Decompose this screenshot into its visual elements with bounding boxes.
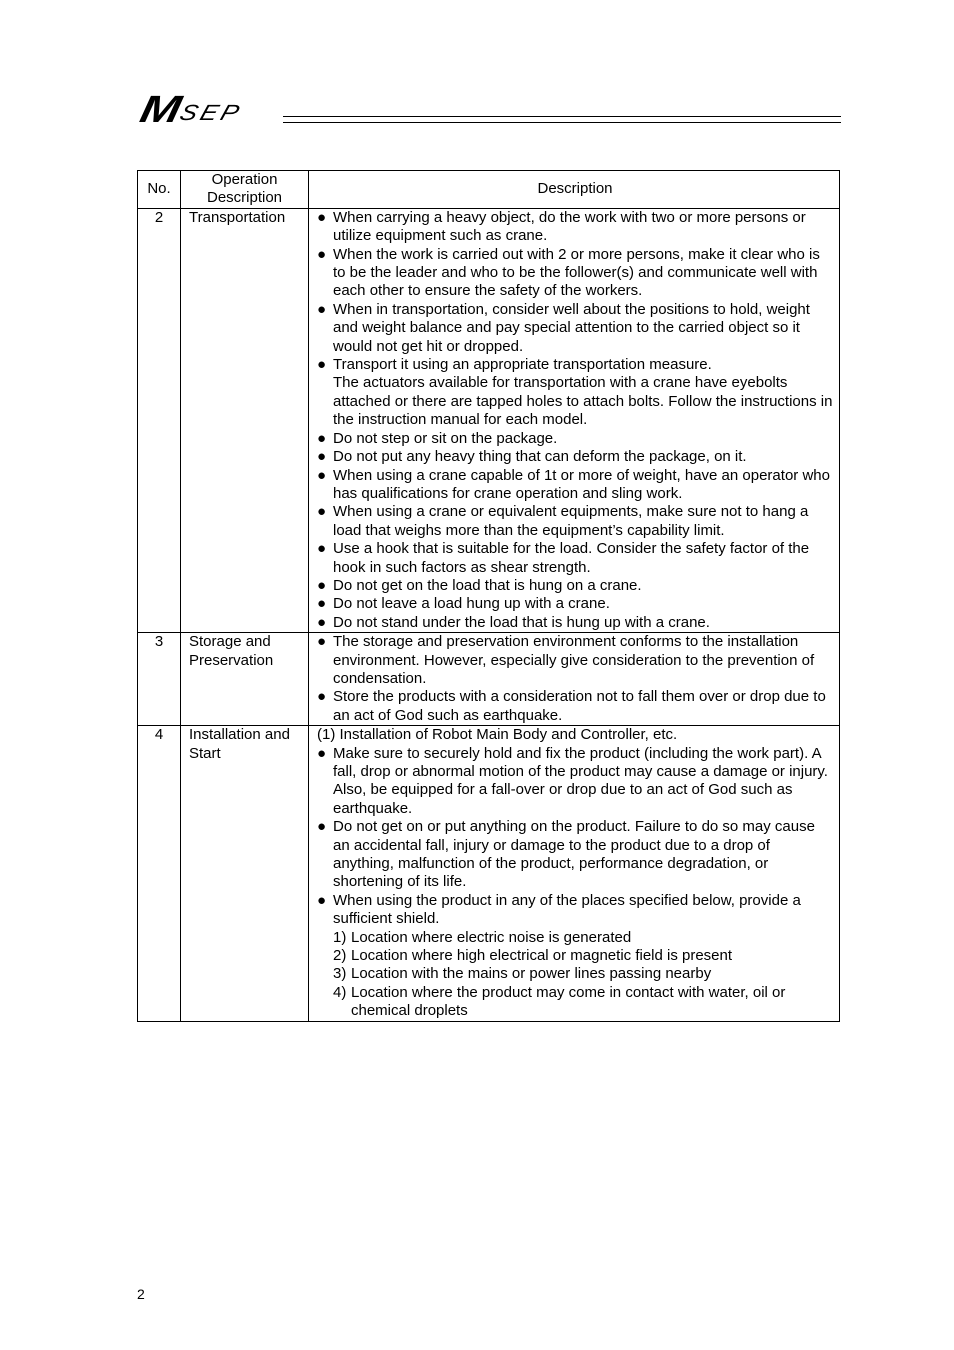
bullet-text: Do not get on or put anything on the product. Failure to do so may cause an accidental fall, injury or damage to the product due to a drop of anything, malfunction of the product, performance degradation, or shortening of its life.: [333, 818, 815, 891]
bullet-text: Do not get on the load that is hung on a crane.: [333, 576, 642, 594]
bullet-text: Store the products with a consideration not to fall them over or drop due to an act of God such as earthquake.: [333, 688, 826, 724]
msep-logo: [136, 89, 246, 131]
bullet-icon: ●: [317, 540, 327, 558]
bullet-item: [317, 595, 833, 613]
operation-safety-table: [137, 170, 840, 1022]
bullet-item: [317, 614, 833, 632]
page-number: 2: [137, 1286, 145, 1302]
row-description: [309, 633, 840, 726]
header-rule-top: [283, 116, 841, 117]
bullet-icon: ●: [317, 633, 327, 651]
header-no: No.: [138, 171, 181, 209]
bullet-icon: ●: [317, 356, 327, 374]
item-number: 4): [333, 983, 347, 1001]
logo-sub: SEP: [176, 100, 246, 125]
bullet-icon: ●: [317, 208, 327, 226]
bullet-item: [317, 892, 833, 929]
bullet-text: Transport it using an appropriate transportation measure.: [333, 356, 712, 374]
bullet-icon: ●: [317, 891, 327, 909]
bullet-icon: ●: [317, 429, 327, 447]
bullet-text: When carrying a heavy object, do the work with two or more persons or utilize equipment such as crane.: [333, 208, 806, 245]
bullet-text: Do not leave a load hung up with a crane.: [333, 595, 610, 613]
numbered-item: [317, 947, 833, 965]
bullet-icon: ●: [317, 818, 327, 836]
item-number: 1): [333, 928, 347, 946]
bullet-text: When the work is carried out with 2 or more persons, make it clear who is to be the leader and who to be the follower(s) and communicate well with each other to ensure the safety of the workers.: [333, 245, 820, 300]
bullet-icon: ●: [317, 744, 327, 762]
bullet-icon: ●: [317, 300, 327, 318]
page-header: [136, 89, 841, 132]
bullet-item: [317, 688, 833, 725]
table-row: [138, 726, 840, 1022]
bullet-text: When in transportation, consider well about the positions to hold, weight and weight balance and pay special attention to the carried object so it would not get hit or dropped.: [333, 300, 810, 355]
bullet-icon: ●: [317, 613, 327, 631]
row-number: 4: [138, 726, 181, 1022]
row-operation: Storage and Preservation: [181, 633, 309, 726]
bullet-text: When using a crane capable of 1t or more of weight, have an operator who has qualifications for crane operation and sling work.: [333, 466, 830, 502]
bullet-text: Do not step or sit on the package.: [333, 429, 558, 447]
paragraph: Also, be equipped for a fall-over or drop due to an act of God such as earthquake.: [333, 781, 793, 817]
bullet-item: [317, 818, 833, 892]
bullet-item: [317, 540, 833, 577]
bullet-icon: ●: [317, 576, 327, 594]
bullet-item: [317, 246, 833, 301]
numbered-item: [317, 984, 833, 1021]
bullet-item: [317, 633, 833, 688]
bullet-item: [317, 209, 833, 246]
paragraph: The actuators available for transportation with a crane have eyebolts attached or there are tapped holes to attach bolts. Follow the instructions in the instruction manual for each model.: [333, 374, 833, 429]
numbered-text: Location where the product may come in contact with water, oil or chemical droplets: [351, 983, 786, 1020]
bullet-text: Make sure to securely hold and fix the product (including the work part). A fall, drop or abnormal motion of the product may cause a damage or injury.: [333, 744, 828, 780]
bullet-item: [317, 577, 833, 595]
section-heading: (1) Installation of Robot Main Body and Controller, etc.: [317, 726, 678, 744]
bullet-text: When using a crane or equivalent equipments, make sure not to hang a load that weighs more than the equipment’s capability limit.: [333, 503, 809, 539]
row-description: [309, 208, 840, 632]
bullet-icon: ●: [317, 448, 327, 466]
header-description: Description: [309, 171, 840, 209]
bullet-icon: ●: [317, 466, 327, 484]
bullet-text: Use a hook that is suitable for the load. Consider the safety factor of the hook in such factors as shear strength.: [333, 540, 810, 576]
numbered-text: Location with the mains or power lines passing nearby: [351, 965, 712, 983]
header-rule-bottom: [283, 122, 841, 123]
bullet-text: The storage and preservation environment conforms to the installation environment. However, especially give consideration to the prevention of condensation.: [333, 633, 815, 687]
bullet-item: [317, 430, 833, 448]
bullet-item: [317, 301, 833, 356]
row-operation: Installation and Start: [181, 726, 309, 1022]
bullet-item: [317, 467, 833, 504]
logo-main: M: [136, 89, 183, 131]
table-row: [138, 633, 840, 726]
bullet-item: [317, 448, 833, 466]
bullet-icon: ●: [317, 245, 327, 263]
numbered-text: Location where high electrical or magnetic field is present: [351, 947, 733, 965]
item-number: 2): [333, 947, 347, 965]
bullet-icon: ●: [317, 503, 327, 521]
bullet-text: Do not put any heavy thing that can deform the package, on it.: [333, 448, 747, 466]
row-operation: Transportation: [181, 208, 309, 632]
bullet-item: [317, 356, 833, 374]
table-row: [138, 208, 840, 632]
bullet-icon: ●: [317, 688, 327, 706]
item-number: 3): [333, 965, 347, 983]
numbered-item: [317, 929, 833, 947]
row-description: [309, 726, 840, 1022]
bullet-icon: ●: [317, 595, 327, 613]
bullet-item: [317, 503, 833, 540]
row-number: 3: [138, 633, 181, 726]
numbered-text: Location where electric noise is generated: [351, 928, 632, 946]
row-number: 2: [138, 208, 181, 632]
numbered-item: [317, 965, 833, 983]
table-header-row: [138, 171, 840, 209]
bullet-text: Do not stand under the load that is hung up with a crane.: [333, 613, 710, 631]
bullet-item: [317, 745, 833, 782]
bullet-text: When using the product in any of the places specified below, provide a sufficient shield.: [333, 891, 801, 928]
header-operation: Operation Description: [181, 171, 309, 209]
